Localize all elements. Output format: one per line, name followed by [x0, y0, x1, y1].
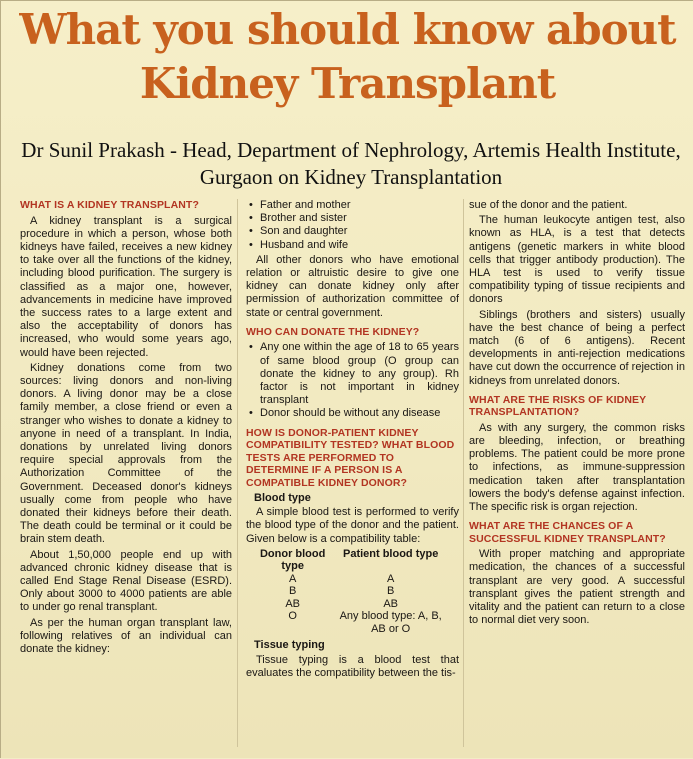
paragraph: With proper matching and appropriate medication, the chances of a successful transplant are very good. A successful transplant gives the patient strength and vitality and the patient can return to a close to normal diet very soon.	[469, 548, 685, 627]
table-header: Patient blood type	[342, 547, 439, 560]
paragraph: Siblings (brothers and sisters) usually have the best chance of being a perfect match (6 of 6 antigens). Recent developments in anti-rejection medications have cut down the occurrence of rejection in kidneys from unrelated donors.	[469, 308, 685, 387]
table-cell: Any blood type: A, B, AB or O	[339, 610, 442, 635]
list-item: • Husband and wife	[246, 239, 459, 252]
table-cell: AB	[285, 597, 300, 610]
table-row	[254, 573, 450, 586]
relatives-list	[246, 199, 459, 252]
paragraph: A simple blood test is performed to verify the blood type of the donor and the patient. Given below is a compatibility table:	[246, 506, 459, 545]
donor-criteria-list	[246, 341, 459, 420]
headline	[1, 3, 693, 111]
list-item: • Donor should be without any disease	[246, 407, 459, 420]
column-2	[246, 199, 459, 759]
paragraph: Tissue typing is a blood test that evaluates the compatibility between the tis-	[246, 653, 459, 679]
blood-compatibility-table	[254, 548, 450, 636]
section-heading: WHAT ARE THE CHANCES OF A SUCCESSFUL KIDNEY TRANSPLANT?	[469, 520, 666, 545]
column-divider	[237, 199, 238, 747]
section-heading: WHO CAN DONATE THE KIDNEY?	[246, 325, 420, 338]
table-header: Donor blood type	[259, 547, 326, 573]
byline: Dr Sunil Prakash - Head, Department of Nephrology, Artemis Health Institute, Gurgaon on Kidney Transplantation	[21, 138, 681, 189]
table-cell: O	[288, 610, 297, 623]
sub-heading: Tissue typing	[254, 639, 325, 652]
paragraph: As per the human organ transplant law, following relatives of an individual can donate the kidney:	[20, 616, 232, 655]
table-cell: B	[288, 585, 297, 598]
table-row	[254, 610, 450, 635]
column-divider	[463, 199, 464, 747]
table-cell: AB	[383, 597, 398, 610]
sub-heading: Blood type	[254, 492, 311, 505]
paragraph: All other donors who have emotional relation or altruistic desire to give one kidney can donate kidney only after permission of authorization committee of state or central government.	[246, 253, 459, 319]
list-item: • Any one within the age of 18 to 65 years of same blood group (O group can donate the kidney to any group). Rh factor is not important in kidney transplant	[246, 341, 459, 407]
list-item: • Brother and sister	[246, 212, 459, 225]
paragraph: The human leukocyte antigen test, also known as HLA, is a test that detects antigens (genetic markers in white blood cells that trigger antibody production). The HLA test is used to verify tissue compatibility typing of tissue recipients and donors	[469, 214, 685, 306]
table-cell: A	[386, 572, 395, 585]
table-row	[254, 598, 450, 611]
table-row	[254, 585, 450, 598]
table-cell: A	[288, 572, 297, 585]
headline-line-2: Kidney Transplant	[139, 59, 556, 108]
column-3	[469, 199, 685, 759]
list-item: • Father and mother	[246, 199, 459, 212]
paragraph: Kidney donations come from two sources: living donors and non-living donors. A living donor may be a close family member, a close friend or even a stranger who wishes to donate a kidney to anyone in need of a transplant. In India, donations by unrelated living donors require special approvals from the Authorization Committee of the Government. Deceased donor's kidneys usually come from people who have donated their kidneys before their death. The death could be terminal or it could be brain stem death.	[20, 361, 232, 546]
column-1	[20, 199, 232, 759]
section-heading: HOW IS DONOR-PATIENT KIDNEY COMPATIBILITY TESTED? WHAT BLOOD TESTS ARE PERFORMED TO DETERMINE IF A PERSON IS A COMPATIBLE KIDNEY DONOR?	[246, 426, 455, 489]
paragraph: As with any surgery, the common risks are bleeding, infection, or breathing problems. The patient could be more prone to infections, as immune-suppression medication taken after transplantation lowers the body's defense against infection. The specific risk is organ rejection.	[469, 421, 685, 514]
list-item: • Son and daughter	[246, 225, 459, 238]
headline-line-1: What you should know about	[19, 5, 676, 54]
section-heading: WHAT ARE THE RISKS OF KIDNEY TRANSPLANTATION?	[469, 393, 647, 419]
table-cell: B	[386, 585, 395, 598]
paragraph: sue of the donor and the patient.	[469, 199, 628, 211]
paragraph: A kidney transplant is a surgical procedure in which a person, whose both kidneys have failed, receives a new kidney to take over all the functions of the kidney, including blood purification. The surgery is classified as a major one, however, advancements in medicine have improved the success rates to a large extent and also the acceptability of donors has increased, who would some years ago, would have been rejected.	[20, 214, 232, 359]
section-heading: WHAT IS A KIDNEY TRANSPLANT?	[20, 199, 199, 211]
paragraph: About 1,50,000 people end up with advanced chronic kidney disease that is called End Stage Renal Disease (ESRD). Only about 3000 to 4000 patients are able to under go renal transplant.	[20, 548, 232, 614]
